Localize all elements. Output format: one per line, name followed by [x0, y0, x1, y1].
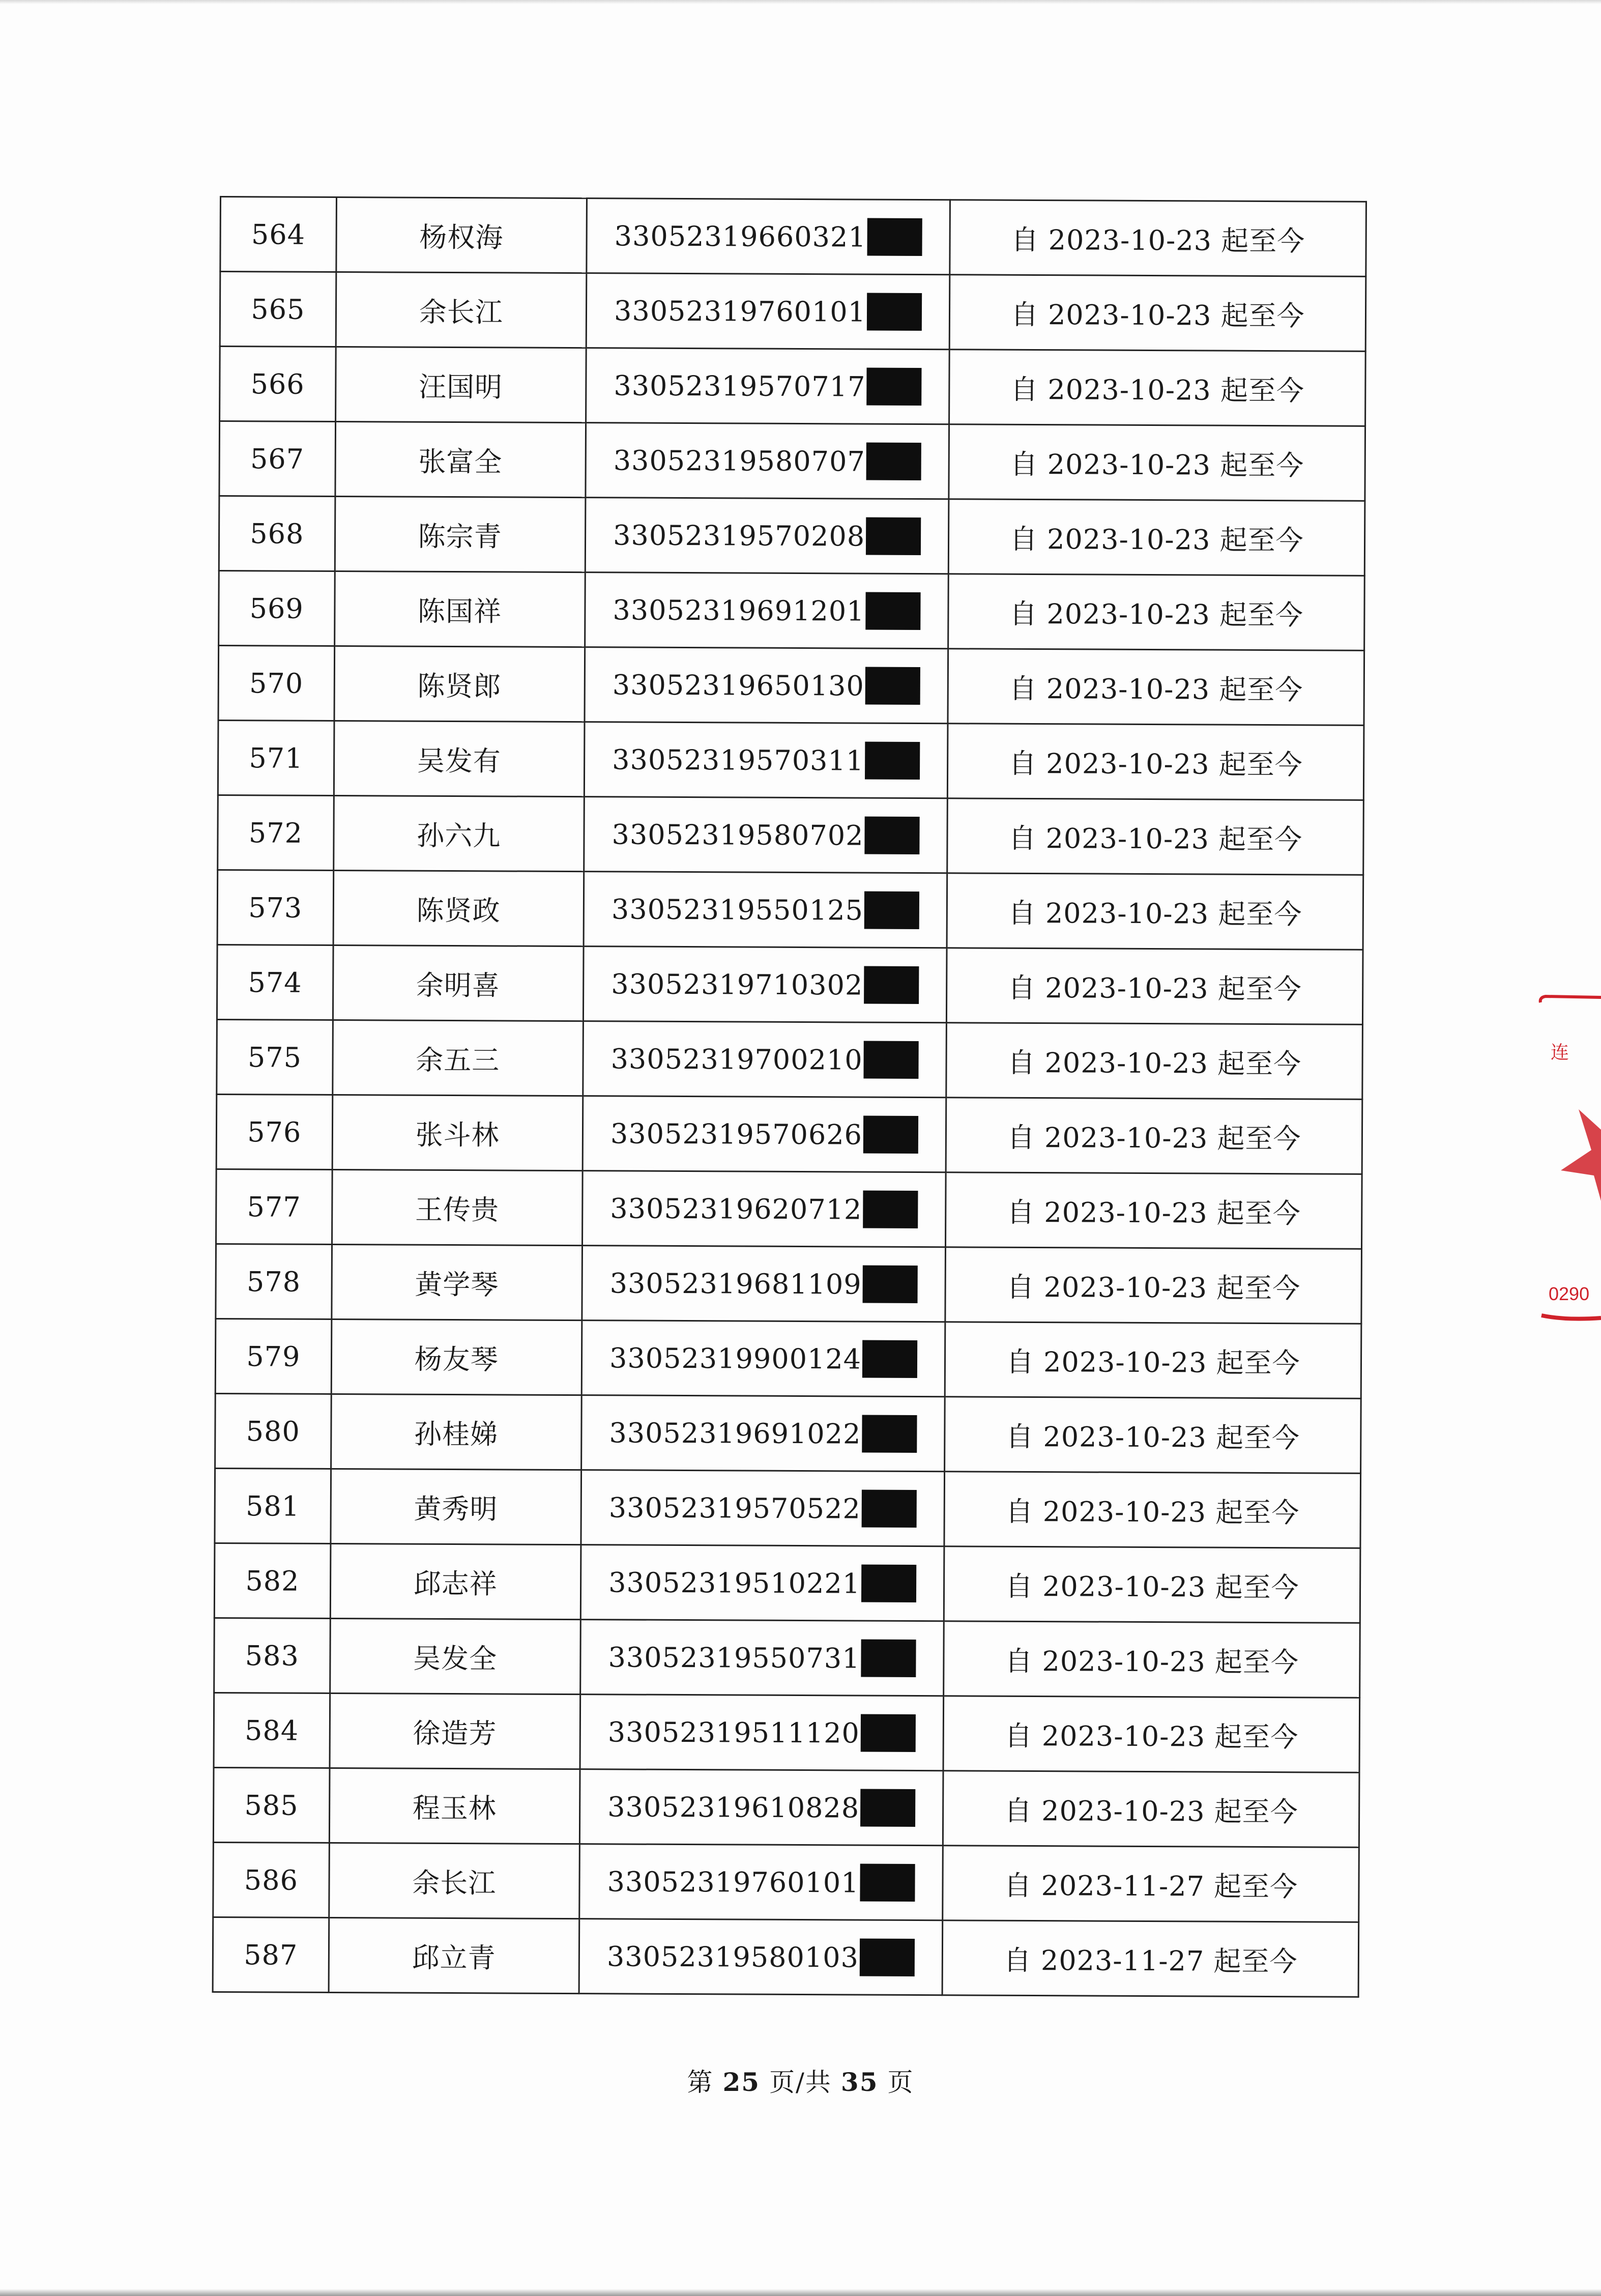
id-number-cell	[583, 1096, 946, 1172]
id-number-wrapper	[611, 965, 919, 1004]
id-number-wrapper	[613, 591, 920, 630]
validity-period-cell: 自 2023-10-23 起至今	[945, 1397, 1361, 1474]
current-page-number: 25	[722, 2067, 761, 2097]
table-row	[215, 1393, 1361, 1473]
id-number-visible-digits: 33052319681109	[609, 1267, 862, 1301]
validity-period-cell: 自 2023-10-23 起至今	[946, 1172, 1362, 1249]
seal-character-fragment: 连	[1551, 1042, 1569, 1063]
validity-period-cell: 自 2023-10-23 起至今	[947, 798, 1363, 875]
seal-bottom-arc	[1541, 1315, 1601, 1319]
id-number-visible-digits: 33052319550125	[611, 893, 864, 927]
row-number-cell: 581	[215, 1468, 331, 1543]
redaction-block	[862, 1415, 917, 1453]
validity-period-cell: 自 2023-10-23 起至今	[946, 1023, 1362, 1100]
row-number-cell: 566	[220, 347, 336, 422]
roster-table	[212, 196, 1367, 1998]
id-number-cell	[579, 1844, 943, 1920]
id-number-visible-digits: 33052319710302	[611, 967, 863, 1001]
validity-period-cell: 自 2023-10-23 起至今	[945, 1247, 1361, 1324]
id-number-wrapper	[612, 815, 919, 854]
seal-code-fragment: 0290	[1549, 1283, 1590, 1304]
id-number-visible-digits: 33052319900124	[609, 1341, 862, 1375]
person-name-cell: 孙六九	[333, 795, 584, 871]
row-number-cell: 574	[217, 944, 333, 1020]
redaction-block	[866, 443, 921, 480]
id-number-wrapper	[613, 666, 920, 705]
table-row	[214, 1618, 1360, 1698]
table-row	[213, 1767, 1359, 1847]
id-number-visible-digits: 33052319610828	[607, 1790, 860, 1824]
person-name-cell: 陈贤郎	[334, 646, 585, 722]
id-number-visible-digits: 33052319700210	[610, 1042, 863, 1076]
redaction-block	[860, 1789, 915, 1827]
seal-star-icon	[1561, 1109, 1601, 1201]
row-number-cell: 575	[217, 1019, 333, 1095]
validity-period-cell: 自 2023-11-27 起至今	[943, 1920, 1359, 1997]
table-row	[213, 1917, 1359, 1997]
table-row	[219, 421, 1365, 501]
roster-table-body	[213, 197, 1366, 1997]
validity-period-cell: 自 2023-10-23 起至今	[944, 1546, 1360, 1623]
id-number-wrapper	[614, 441, 921, 480]
person-name-cell: 汪国明	[335, 347, 586, 422]
official-seal-fragment	[1530, 982, 1601, 1338]
id-number-wrapper	[610, 1264, 918, 1303]
redaction-block	[864, 892, 919, 929]
id-number-visible-digits: 33052319580707	[613, 444, 865, 478]
id-number-wrapper	[612, 890, 919, 929]
page-footer	[0, 2062, 1601, 2099]
row-number-cell: 573	[217, 870, 333, 945]
id-number-wrapper	[610, 1114, 918, 1154]
validity-period-cell: 自 2023-10-23 起至今	[943, 1696, 1359, 1773]
person-name-cell: 邱立青	[329, 1917, 579, 1993]
id-number-visible-digits: 33052319580103	[606, 1940, 859, 1974]
validity-period-cell: 自 2023-10-23 起至今	[949, 350, 1365, 426]
table-row	[214, 1692, 1360, 1772]
id-number-cell	[586, 348, 949, 424]
row-number-cell: 572	[218, 795, 334, 870]
id-number-cell	[583, 946, 947, 1023]
id-number-cell	[583, 1021, 946, 1098]
row-number-cell: 578	[216, 1244, 332, 1319]
id-number-wrapper	[607, 1788, 915, 1827]
id-number-wrapper	[610, 1189, 918, 1228]
id-number-wrapper	[609, 1414, 917, 1453]
validity-period-cell: 自 2023-10-23 起至今	[950, 200, 1366, 277]
row-number-cell: 585	[213, 1767, 329, 1843]
id-number-cell	[586, 423, 949, 499]
id-number-visible-digits: 33052319570717	[614, 369, 866, 403]
footer-suffix: 页	[887, 2068, 914, 2097]
redaction-block	[861, 1565, 916, 1602]
row-number-cell: 579	[215, 1318, 331, 1394]
person-name-cell: 黄秀明	[331, 1469, 581, 1544]
id-number-wrapper	[613, 516, 921, 555]
redaction-block	[865, 667, 920, 705]
person-name-cell: 张富全	[335, 421, 586, 497]
person-name-cell: 陈国祥	[334, 571, 585, 647]
person-name-cell: 王传贵	[332, 1169, 583, 1245]
id-number-visible-digits: 33052319570311	[612, 743, 864, 777]
redaction-block	[863, 1041, 918, 1079]
table-row	[215, 1468, 1361, 1548]
redaction-block	[865, 592, 920, 630]
table-row	[218, 645, 1364, 725]
id-number-visible-digits: 33052319691201	[613, 593, 865, 627]
redaction-block	[863, 1116, 918, 1154]
id-number-wrapper	[607, 1862, 915, 1902]
id-number-cell	[582, 1246, 946, 1322]
table-row	[219, 496, 1365, 576]
id-number-visible-digits: 33052319760101	[614, 294, 866, 328]
id-number-visible-digits: 33052319550731	[608, 1641, 860, 1675]
id-number-wrapper	[609, 1339, 917, 1378]
redaction-block	[867, 218, 922, 256]
table-row	[219, 570, 1365, 650]
row-number-cell: 587	[213, 1917, 329, 1992]
redaction-block	[866, 518, 921, 555]
table-row	[213, 1842, 1359, 1922]
id-number-cell	[580, 1620, 944, 1696]
id-number-visible-digits: 33052319620712	[610, 1192, 862, 1226]
row-number-cell: 584	[214, 1692, 330, 1768]
person-name-cell: 徐造芳	[330, 1693, 580, 1769]
table-row	[220, 272, 1366, 352]
id-number-visible-digits: 33052319510221	[608, 1566, 861, 1600]
id-number-cell	[584, 722, 948, 798]
id-number-cell	[585, 498, 949, 574]
redaction-block	[864, 966, 919, 1004]
validity-period-cell: 自 2023-10-23 起至今	[947, 948, 1363, 1025]
person-name-cell: 邱志祥	[330, 1543, 581, 1619]
redaction-block	[865, 742, 920, 780]
table-row	[216, 1094, 1362, 1174]
person-name-cell: 杨权海	[336, 197, 587, 273]
id-number-wrapper	[607, 1937, 915, 1976]
validity-period-cell: 自 2023-11-27 起至今	[943, 1846, 1359, 1922]
redaction-block	[866, 368, 921, 406]
table-row	[218, 720, 1364, 800]
table-row	[217, 944, 1363, 1024]
id-number-visible-digits: 33052319660321	[614, 219, 866, 253]
row-number-cell: 580	[215, 1393, 331, 1469]
row-number-cell: 568	[219, 496, 335, 571]
id-number-visible-digits: 33052319570626	[610, 1117, 863, 1151]
id-number-cell	[587, 198, 950, 275]
id-number-visible-digits: 33052319580702	[612, 818, 864, 852]
id-number-wrapper	[614, 366, 921, 406]
validity-period-cell: 自 2023-10-23 起至今	[949, 424, 1365, 501]
validity-period-cell: 自 2023-10-23 起至今	[948, 649, 1364, 726]
redaction-block	[867, 293, 922, 331]
redaction-block	[861, 1714, 916, 1752]
id-number-cell	[585, 647, 948, 724]
person-name-cell: 黄学琴	[332, 1244, 583, 1320]
person-name-cell: 吴发全	[330, 1618, 580, 1694]
person-name-cell: 余长江	[336, 272, 587, 348]
id-number-visible-digits: 33052319760101	[607, 1865, 859, 1899]
person-name-cell: 陈贤政	[333, 870, 584, 946]
person-name-cell: 余明喜	[333, 945, 584, 1021]
validity-period-cell: 自 2023-10-23 起至今	[944, 1472, 1360, 1548]
id-number-cell	[581, 1321, 945, 1397]
person-name-cell: 张斗林	[332, 1095, 583, 1170]
id-number-cell	[581, 1470, 945, 1546]
footer-middle: 页/共	[769, 2068, 832, 2097]
validity-period-cell: 自 2023-10-23 起至今	[950, 275, 1366, 352]
table-row	[217, 870, 1363, 950]
row-number-cell: 564	[220, 197, 336, 272]
validity-period-cell: 自 2023-10-23 起至今	[949, 499, 1365, 576]
id-number-wrapper	[612, 740, 920, 780]
row-number-cell: 583	[214, 1618, 330, 1693]
row-number-cell: 565	[220, 272, 336, 347]
id-number-cell	[580, 1545, 944, 1621]
total-page-count: 35	[840, 2067, 879, 2097]
row-number-cell: 577	[216, 1169, 332, 1244]
row-number-cell: 576	[216, 1094, 332, 1169]
person-name-cell: 吴发有	[334, 721, 585, 796]
row-number-cell: 571	[218, 720, 334, 795]
table-row	[220, 197, 1366, 277]
validity-period-cell: 自 2023-10-23 起至今	[944, 1621, 1360, 1698]
redaction-block	[864, 817, 919, 854]
row-number-cell: 582	[214, 1543, 330, 1618]
table-row	[214, 1543, 1360, 1623]
id-number-cell	[580, 1695, 944, 1771]
redaction-block	[862, 1340, 917, 1378]
id-number-visible-digits: 33052319570522	[608, 1491, 861, 1525]
person-name-cell: 程玉林	[329, 1768, 580, 1844]
id-number-cell	[584, 872, 947, 948]
id-number-wrapper	[608, 1638, 916, 1677]
row-number-cell: 570	[218, 645, 334, 721]
row-number-cell: 569	[219, 570, 335, 646]
person-name-cell: 杨友琴	[331, 1319, 582, 1395]
validity-period-cell: 自 2023-10-23 起至今	[948, 724, 1364, 800]
redaction-block	[862, 1490, 917, 1528]
id-number-cell	[582, 1171, 946, 1247]
table-row	[215, 1318, 1361, 1398]
redaction-block	[863, 1266, 918, 1303]
table-row	[218, 795, 1364, 875]
id-number-cell	[581, 1395, 945, 1472]
id-number-cell	[585, 572, 948, 649]
id-number-visible-digits: 33052319511120	[607, 1715, 860, 1749]
id-number-wrapper	[609, 1488, 917, 1528]
row-number-cell: 586	[213, 1842, 329, 1917]
person-name-cell: 孙桂娣	[331, 1394, 581, 1470]
id-number-wrapper	[614, 292, 922, 331]
row-number-cell: 567	[219, 421, 335, 497]
validity-period-cell: 自 2023-10-23 起至今	[948, 574, 1364, 651]
seal-top-arc	[1540, 996, 1601, 1002]
redaction-block	[861, 1640, 916, 1677]
redaction-block	[860, 1864, 915, 1902]
table-row	[216, 1244, 1362, 1324]
id-number-cell	[579, 1769, 943, 1846]
table-row	[216, 1169, 1362, 1249]
id-number-visible-digits: 33052319570208	[613, 519, 865, 553]
id-number-cell	[584, 797, 947, 873]
validity-period-cell: 自 2023-10-23 起至今	[947, 873, 1363, 950]
id-number-cell	[586, 273, 950, 350]
redaction-block	[863, 1191, 918, 1228]
table-row	[220, 347, 1366, 426]
person-name-cell: 余长江	[329, 1843, 579, 1918]
validity-period-cell: 自 2023-10-23 起至今	[946, 1098, 1362, 1174]
id-number-wrapper	[608, 1713, 916, 1752]
validity-period-cell: 自 2023-10-23 起至今	[945, 1322, 1361, 1399]
scan-edge-top	[0, 0, 1601, 4]
id-number-wrapper	[610, 1040, 918, 1079]
table-row	[217, 1019, 1363, 1099]
footer-prefix: 第	[687, 2068, 714, 2097]
validity-period-cell: 自 2023-10-23 起至今	[943, 1771, 1359, 1848]
person-name-cell: 陈宗青	[335, 496, 586, 572]
redaction-block	[860, 1939, 915, 1976]
id-number-cell	[579, 1919, 943, 1995]
id-number-wrapper	[608, 1563, 916, 1602]
id-number-wrapper	[615, 217, 922, 256]
id-number-visible-digits: 33052319650130	[612, 668, 864, 702]
person-name-cell: 余五三	[332, 1020, 583, 1096]
scan-edge-bottom	[0, 2289, 1601, 2296]
id-number-visible-digits: 33052319691022	[609, 1416, 861, 1450]
